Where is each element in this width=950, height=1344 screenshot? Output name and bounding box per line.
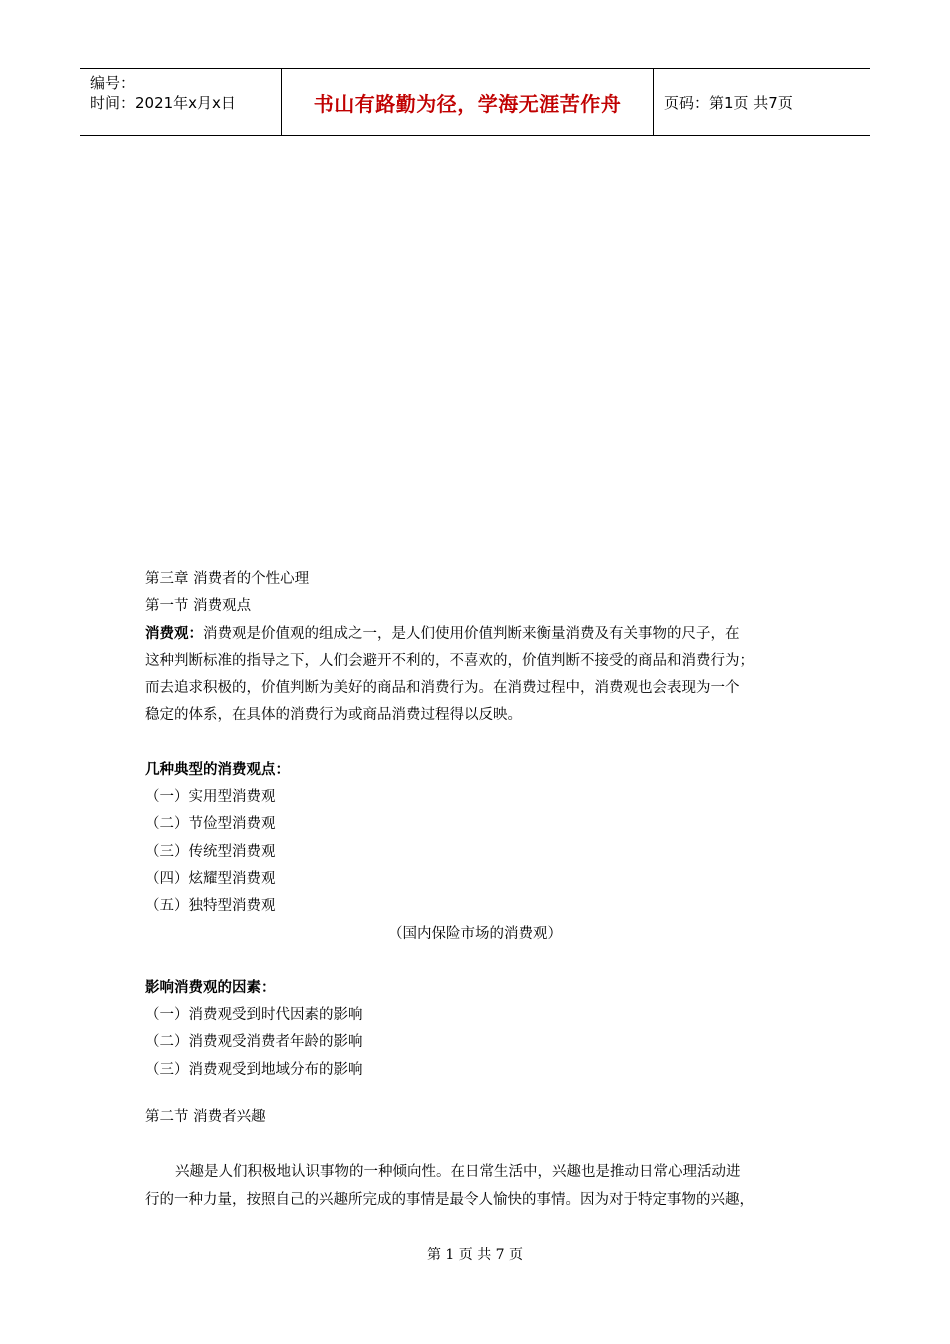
number-label: 编号： (90, 74, 136, 92)
definition-line-3: 而去追求积极的，价值判断为美好的商品和消费行为。在消费过程中，消费观也会表现为一个 (145, 680, 740, 697)
definition-line-2: 这种判断标准的指导之下，人们会避开不利的，不喜欢的，价值判断不接受的商品和消费行为； (145, 652, 754, 669)
list-item: （三）消费观受到地域分布的影响 (145, 1061, 363, 1078)
time-label: 时间：2021年x月x日 (90, 94, 236, 112)
factors-heading: 影响消费观的因素： (145, 979, 276, 996)
interest-line-2: 行的一种力量，按照自己的兴趣所完成的事情是最令人愉快的事情。因为对于特定事物的兴趣， (145, 1191, 754, 1208)
page-footer: 第 1 页 共 7 页 (426, 1247, 524, 1263)
definition-term: 消费观： (145, 625, 203, 642)
list-item: （五）独特型消费观 (145, 898, 276, 915)
section-title-1: 第一节 消费观点 (145, 598, 252, 615)
definition-line-4: 稳定的体系，在具体的消费行为或商品消费过程得以反映。 (145, 707, 522, 724)
list-item: （四）炫耀型消费观 (145, 870, 276, 887)
list-item: （二）节俭型消费观 (145, 816, 276, 833)
types-note: （国内保险市场的消费观） (388, 925, 562, 942)
chapter-title: 第三章 消费者的个性心理 (145, 571, 310, 587)
types-heading: 几种典型的消费观点： (145, 761, 290, 778)
header-table (80, 68, 870, 136)
list-item: （一）实用型消费观 (145, 789, 276, 806)
header-info-cell (80, 69, 281, 135)
header-motto-cell (281, 69, 654, 135)
list-item: （三）传统型消费观 (145, 843, 276, 860)
list-item: （一）消费观受到时代因素的影响 (145, 1007, 363, 1024)
header-page-cell (654, 69, 870, 135)
page-label: 页码：第1页 共7页 (664, 93, 793, 112)
definition-text: 消费观是价值观的组成之一，是人们使用价值判断来衡量消费及有关事物的尺子，在 (203, 625, 740, 642)
document-body (145, 566, 805, 1214)
list-item: （二）消费观受消费者年龄的影响 (145, 1034, 363, 1051)
definition-line-1 (145, 621, 805, 648)
section-title-2: 第二节 消费者兴趣 (145, 1109, 266, 1126)
motto-text: 书山有路勤为径，学海无涯苦作舟 (313, 91, 622, 116)
interest-line-1: 兴趣是人们积极地认识事物的一种倾向性。在日常生活中，兴趣也是推动日常心理活动进 (175, 1164, 741, 1181)
